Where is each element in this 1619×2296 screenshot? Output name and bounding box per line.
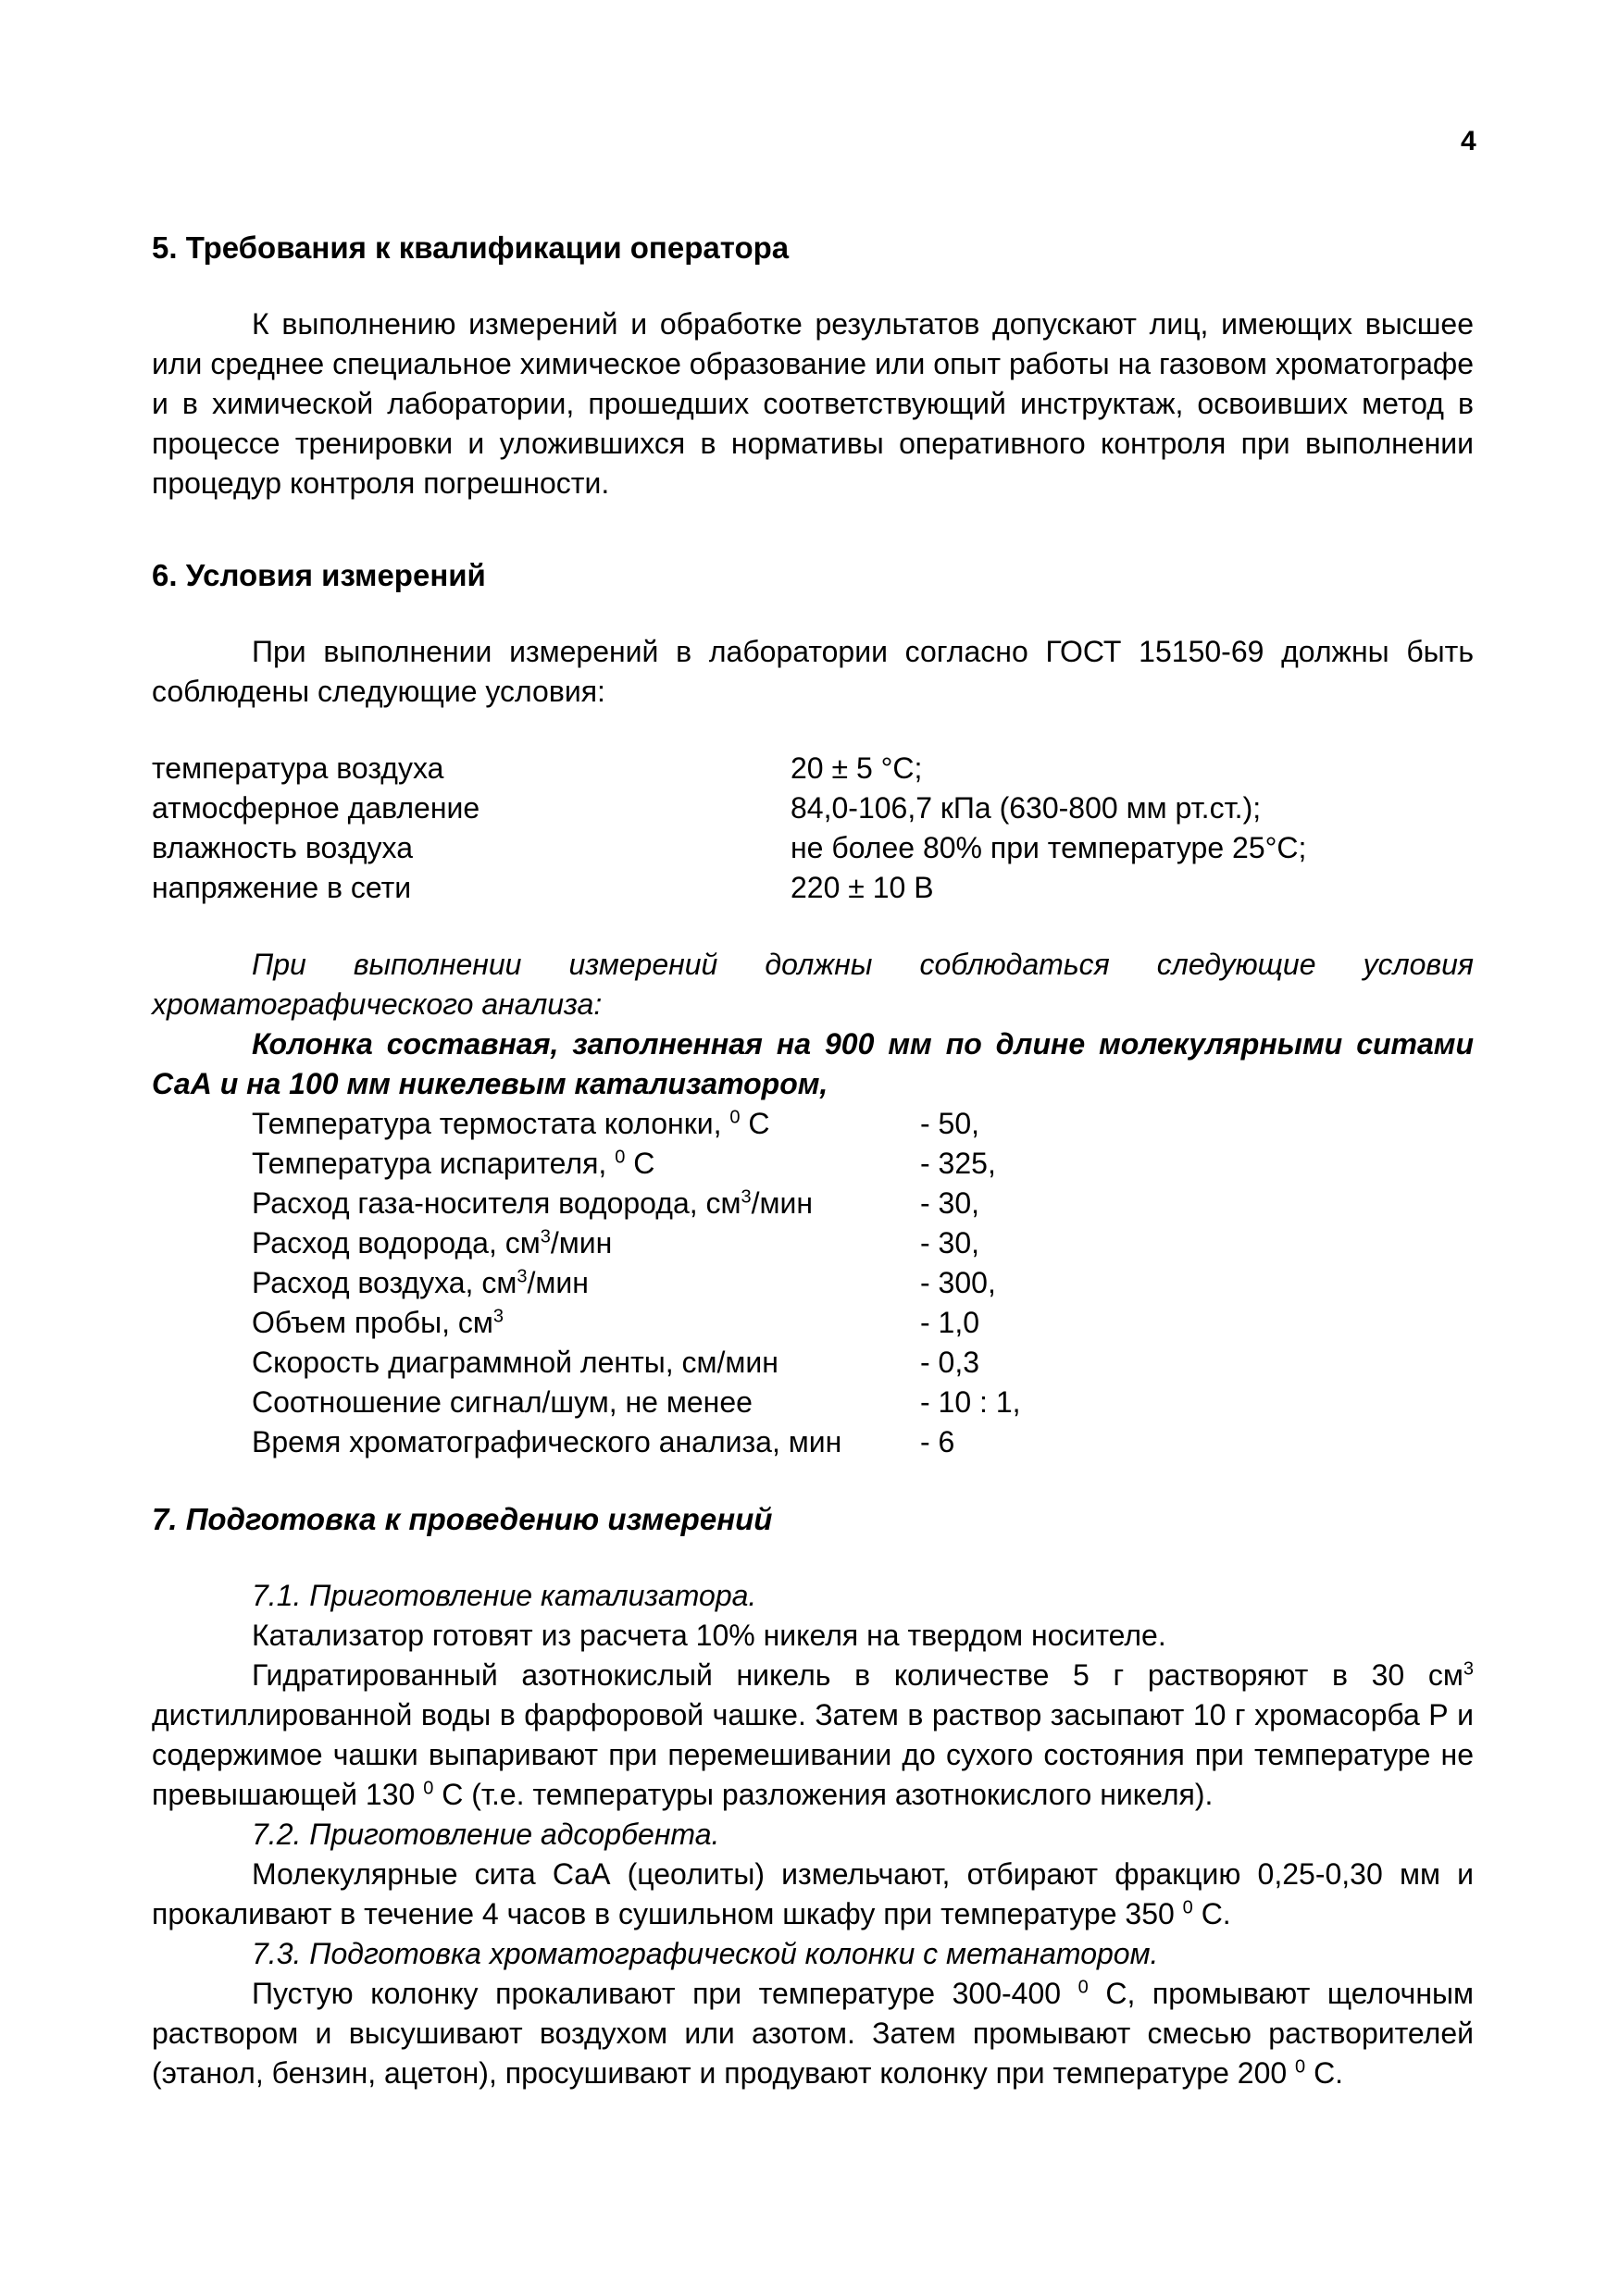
section-7-heading: 7. Подготовка к проведению измерений <box>152 1502 773 1536</box>
parameter-label: Скорость диаграммной ленты, см/мин <box>252 1346 778 1379</box>
condition-label: напряжение в сети <box>152 871 412 904</box>
parameter-row <box>252 1303 1021 1343</box>
section-5-paragraph: К выполнению измерений и обработке результатов допускают лиц, имеющих высшее или среднее специальное химическое образование или опыт работы на газовом хроматографе и в химической лаборатории, прошедших соответствующий инструктаж, освоивших метод в процессе тренировки и уложившихся в нормативы оперативного контроля при выполнении процедур контроля погрешности. <box>152 307 1474 500</box>
section-7-2-paragraph: Молекулярные сита СаА (цеолиты) измельчают, отбирают фракцию 0,25-0,30 мм и прокаливают в течение 4 часов в сушильном шкафу при температуре 350 $^0$ С. <box>152 1857 1474 1930</box>
parameter-value: - 50, <box>920 1107 980 1140</box>
section-7-1-line: Катализатор готовят из расчета 10% никеля на твердом носителе. <box>252 1619 1166 1652</box>
parameter-value: - 10 : 1, <box>920 1385 1021 1419</box>
condition-value: 220 ± 10 В <box>791 871 934 904</box>
parameter-row <box>252 1263 1021 1303</box>
parameter-row <box>252 1184 1021 1223</box>
parameter-row <box>252 1422 1021 1462</box>
condition-row <box>152 788 1306 828</box>
parameter-label: Расход воздуха, $см^3$/мин <box>252 1266 589 1299</box>
section-6-intro: При выполнении измерений в лаборатории согласно ГОСТ 15150-69 должны быть соблюдены следующие условия: <box>152 635 1474 708</box>
condition-row <box>152 868 1306 908</box>
parameter-value: - 0,3 <box>920 1346 980 1379</box>
column-description: Колонка составная, заполненная на 900 мм по длине молекулярными ситами СаА и на 100 мм никелевым катализатором, <box>152 1027 1474 1100</box>
section-7-1-paragraph: Гидратированный азотнокислый никель в количестве 5 г растворяют в 30 $см^3$ дистиллированной воды в фарфоровой чашке. Затем в раствор засыпают 10 г хромасорба Р и содержимое чашки выпаривают при перемешивании до сухого состояния при температуре не превышающей 130 $^0$ С (т.е. температуры разложения азотнокислого никеля). <box>152 1658 1474 1811</box>
section-7-2-title: 7.2. Приготовление адсорбента. <box>252 1818 720 1851</box>
parameter-row <box>252 1104 1021 1144</box>
parameter-value: - 300, <box>920 1266 996 1299</box>
parameter-value: - 6 <box>920 1425 955 1458</box>
condition-row <box>152 828 1306 868</box>
parameter-value: - 1,0 <box>920 1306 980 1339</box>
parameter-value: - 325, <box>920 1147 996 1180</box>
parameters-table <box>252 1104 1021 1462</box>
page-number: 4 <box>1461 126 1476 156</box>
section-6-heading: 6. Условия измерений <box>152 558 486 592</box>
parameter-row <box>252 1383 1021 1422</box>
parameter-label: Температура термостата колонки, $^0$ С <box>252 1107 770 1140</box>
parameter-label: Объем пробы, $см^3$ <box>252 1306 504 1339</box>
condition-label: влажность воздуха <box>152 831 413 864</box>
section-5-heading: 5. Требования к квалификации оператора <box>152 230 790 265</box>
conditions-table <box>152 749 1306 908</box>
condition-value: не более 80% при температуре 25°С; <box>791 831 1307 864</box>
document-body <box>152 228 1474 2093</box>
parameter-label: Расход водорода, $см^3$/мин <box>252 1226 613 1260</box>
condition-row <box>152 749 1306 788</box>
condition-label: атмосферное давление <box>152 791 480 825</box>
parameter-row <box>252 1144 1021 1184</box>
condition-value: 20 ± 5 °С; <box>791 751 923 785</box>
parameter-label: Расход газа-носителя водорода, $см^3$/мин <box>252 1186 814 1220</box>
condition-value: 84,0-106,7 кПа (630-800 мм рт.ст.); <box>791 791 1262 825</box>
parameter-row <box>252 1343 1021 1383</box>
section-7-1-title: 7.1. Приготовление катализатора. <box>252 1579 757 1612</box>
parameter-value: - 30, <box>920 1226 980 1260</box>
parameter-value: - 30, <box>920 1186 980 1220</box>
parameter-label: Температура испарителя, $^0$ С <box>252 1147 655 1180</box>
parameter-label: Время хроматографического анализа, мин <box>252 1425 842 1458</box>
parameter-row <box>252 1223 1021 1263</box>
parameter-label: Соотношение сигнал/шум, не менее <box>252 1385 753 1419</box>
section-7-3-paragraph: Пустую колонку прокаливают при температуре 300-400 $^0$ С, промывают щелочным раствором и высушивают воздухом или азотом. Затем промывают смесью растворителей (этанол, бензин, ацетон), просушивают и продувают колонку при температуре 200 $^0$ С. <box>152 1977 1475 2090</box>
condition-label: температура воздуха <box>152 751 444 785</box>
chromatography-intro: При выполнении измерений должны соблюдаться следующие условия хроматографического анализа: <box>152 948 1474 1021</box>
section-7-3-title: 7.3. Подготовка хроматографической колонки с метанатором. <box>252 1937 1159 1970</box>
